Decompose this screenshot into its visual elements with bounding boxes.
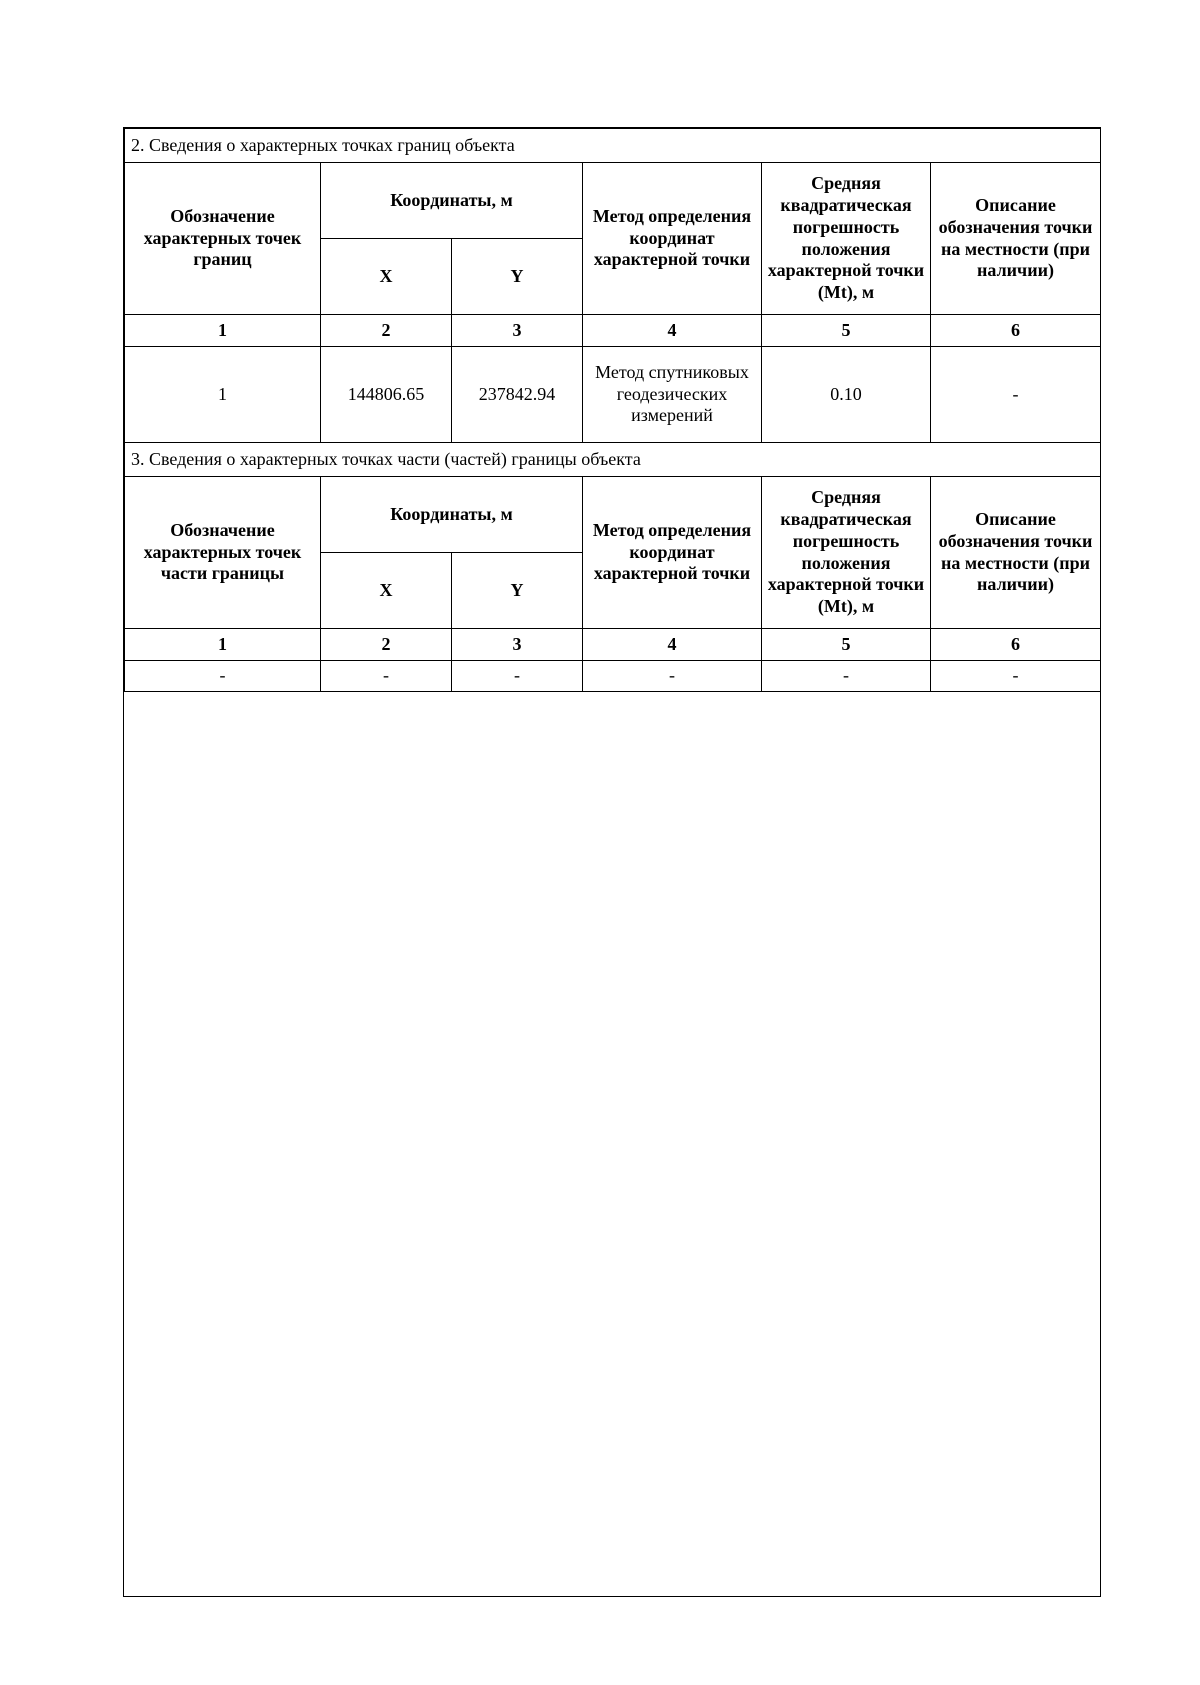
header-error: Средняя квадратическая погрешность положения характерной точки (Mt), м bbox=[762, 163, 931, 315]
section-2-title-row bbox=[125, 129, 1101, 163]
section-3-header-row bbox=[125, 477, 1101, 553]
header-x: X bbox=[321, 553, 452, 629]
part-point-error: - bbox=[762, 661, 931, 692]
header-coordinates: Координаты, м bbox=[321, 477, 583, 553]
section-3-column-numbers bbox=[125, 629, 1101, 661]
column-number: 2 bbox=[321, 315, 452, 347]
section-2-title: 2. Сведения о характерных точках границ объекта bbox=[125, 129, 1101, 163]
part-point-x: - bbox=[321, 661, 452, 692]
header-description: Описание обозначения точки на местности (при наличии) bbox=[931, 163, 1101, 315]
header-y: Y bbox=[452, 239, 583, 315]
column-number: 6 bbox=[931, 315, 1101, 347]
header-description: Описание обозначения точки на местности (при наличии) bbox=[931, 477, 1101, 629]
column-number: 1 bbox=[125, 629, 321, 661]
part-point-designation: - bbox=[125, 661, 321, 692]
section-3-title-row bbox=[125, 443, 1101, 477]
point-x: 144806.65 bbox=[321, 347, 452, 443]
part-point-method: - bbox=[583, 661, 762, 692]
header-y: Y bbox=[452, 553, 583, 629]
section-2-column-numbers bbox=[125, 315, 1101, 347]
section-3-title: 3. Сведения о характерных точках части (частей) границы объекта bbox=[125, 443, 1101, 477]
point-description: - bbox=[931, 347, 1101, 443]
part-point-y: - bbox=[452, 661, 583, 692]
column-number: 5 bbox=[762, 629, 931, 661]
column-number: 6 bbox=[931, 629, 1101, 661]
header-method: Метод определения координат характерной точки bbox=[583, 477, 762, 629]
part-point-description: - bbox=[931, 661, 1101, 692]
column-number: 4 bbox=[583, 315, 762, 347]
point-designation: 1 bbox=[125, 347, 321, 443]
header-designation: Обозначение характерных точек части границы bbox=[125, 477, 321, 629]
table-row bbox=[125, 347, 1101, 443]
section-2-header-row bbox=[125, 163, 1101, 239]
table-row bbox=[125, 661, 1101, 692]
header-method: Метод определения координат характерной точки bbox=[583, 163, 762, 315]
document-sheet bbox=[123, 127, 1101, 1597]
column-number: 1 bbox=[125, 315, 321, 347]
point-method: Метод спутниковых геодезических измерений bbox=[583, 347, 762, 443]
header-x: X bbox=[321, 239, 452, 315]
column-number: 3 bbox=[452, 315, 583, 347]
header-coordinates: Координаты, м bbox=[321, 163, 583, 239]
header-designation: Обозначение характерных точек границ bbox=[125, 163, 321, 315]
column-number: 3 bbox=[452, 629, 583, 661]
points-table bbox=[124, 128, 1101, 692]
point-y: 237842.94 bbox=[452, 347, 583, 443]
column-number: 2 bbox=[321, 629, 452, 661]
point-error: 0.10 bbox=[762, 347, 931, 443]
column-number: 5 bbox=[762, 315, 931, 347]
column-number: 4 bbox=[583, 629, 762, 661]
header-error: Средняя квадратическая погрешность положения характерной точки (Mt), м bbox=[762, 477, 931, 629]
